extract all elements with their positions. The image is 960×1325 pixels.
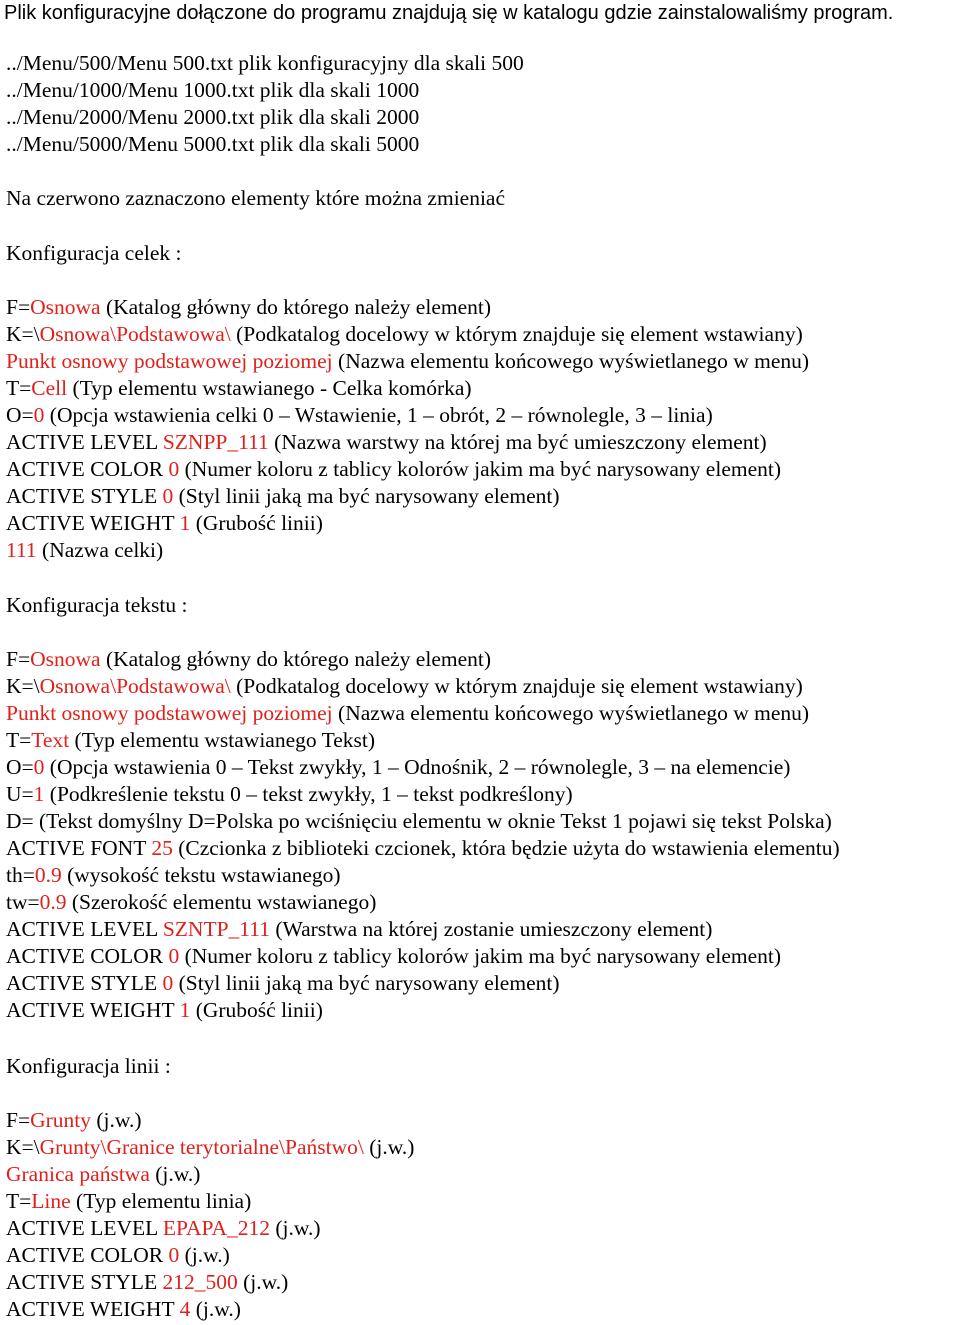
static-text: ../Menu/5000/Menu 5000.txt plik dla skali 5000 [6,132,420,156]
text-level [6,916,712,943]
line-f [6,1107,142,1134]
static-text: D= (Tekst domyślny D=Polska po wciśnięciu elementu w oknie Tekst 1 pojawi się tekst Polska) [6,809,832,833]
static-text: (Podkatalog docelowy w którym znajduje się element wstawiany) [230,322,803,346]
static-text: K=\ [6,322,40,346]
static-text: ../Menu/1000/Menu 1000.txt plik dla skali 1000 [6,78,420,102]
editable-value: SZNTP_111 [162,917,270,941]
static-text: (Numer koloru z tablicy kolorów jakim ma być narysowany element) [179,457,782,481]
menu-file-5000 [6,131,419,158]
editable-value: Grunty [30,1108,92,1132]
legend-note [6,185,505,212]
static-text: (Styl linii jaką ma być narysowany element) [173,484,560,508]
static-text: Konfiguracja linii : [6,1054,171,1078]
line-name [6,1161,200,1188]
static-text: ACTIVE COLOR [6,944,169,968]
static-text: (Typ elementu linia) [70,1189,252,1213]
line-weight [6,1296,241,1323]
static-text: Plik konfiguracyjne dołączone do programu znajdują się w katalogu gdzie zainstalowaliśmy program. [4,2,894,24]
static-text: K=\ [6,1135,40,1159]
static-text: F= [6,1108,31,1132]
editable-value: SZNPP_111 [162,430,269,454]
cell-f [6,294,491,321]
static-text: (Typ elementu wstawianego - Celka komórka) [67,376,472,400]
editable-value: 0 [162,484,174,508]
menu-file-2000 [6,104,419,131]
static-text: ACTIVE STYLE [6,1270,163,1294]
static-text: ../Menu/2000/Menu 2000.txt plik dla skali 2000 [6,105,420,129]
line-t [6,1188,251,1215]
static-text: (j.w.) [190,1297,241,1321]
cell-weight [6,510,323,537]
editable-value: 0.9 [34,863,62,887]
static-text: O= [6,403,34,427]
static-text: F= [6,647,31,671]
editable-value: Cell [31,376,68,400]
editable-value: Granica państwa [6,1162,150,1186]
static-text: ACTIVE COLOR [6,457,169,481]
cell-id [6,537,163,564]
editable-value: 1 [179,511,191,535]
intro-line [4,0,893,27]
static-text: F= [6,295,31,319]
editable-value: Grunty\Granice terytorialne\Państwo\ [39,1135,364,1159]
static-text: T= [6,1189,32,1213]
static-text: ACTIVE WEIGHT [6,1297,180,1321]
static-text: ACTIVE COLOR [6,1243,169,1267]
static-text: T= [6,376,32,400]
static-text: (j.w.) [270,1216,321,1240]
editable-value: 0 [168,944,180,968]
static-text: (Styl linii jaką ma być narysowany element) [173,971,560,995]
static-text: (Typ elementu wstawianego Tekst) [69,728,376,752]
editable-value: 0.9 [39,890,67,914]
static-text: ACTIVE FONT [6,836,152,860]
editable-value: 1 [179,998,191,1022]
text-color [6,943,781,970]
static-text: (Grubość linii) [190,998,323,1022]
editable-value: Line [31,1189,71,1213]
static-text: (Nazwa elementu końcowego wyświetlanego w menu) [332,701,810,725]
text-t [6,727,375,754]
static-text: O= [6,755,34,779]
text-u [6,781,573,808]
static-text: (Grubość linii) [190,511,323,535]
text-weight [6,997,323,1024]
static-text: ACTIVE STYLE [6,484,163,508]
text-style [6,970,560,997]
cell-k [6,321,803,348]
text-font [6,835,840,862]
static-text: (Opcja wstawienia 0 – Tekst zwykły, 1 – Odnośnik, 2 – równolegle, 3 – na elemencie) [44,755,791,779]
static-text: Konfiguracja tekstu : [6,593,188,617]
editable-value: 0 [33,755,45,779]
text-name [6,700,809,727]
static-text: (Opcja wstawienia celki 0 – Wstawienie, 1 – obrót, 2 – równolegle, 3 – linia) [44,403,713,427]
static-text: (j.w.) [149,1162,201,1186]
line-color [6,1242,230,1269]
static-text: Na czerwono zaznaczono elementy które można zmieniać [6,186,506,210]
editable-value: 4 [179,1297,191,1321]
editable-value: Osnowa [30,295,101,319]
section-heading-text [6,592,188,619]
line-k [6,1134,414,1161]
text-d [6,808,832,835]
menu-file-500 [6,50,524,77]
static-text: (Numer koloru z tablicy kolorów jakim ma być narysowany element) [179,944,782,968]
editable-value: 212_500 [162,1270,238,1294]
editable-value: Osnowa\Podstawowa\ [39,322,231,346]
cell-style [6,483,560,510]
static-text: ACTIVE WEIGHT [6,511,180,535]
static-text: (j.w.) [179,1243,230,1267]
editable-value: 25 [151,836,173,860]
menu-file-1000 [6,77,419,104]
static-text: (j.w.) [237,1270,289,1294]
static-text: (Podkreślenie tekstu 0 – tekst zwykły, 1 – tekst podkreślony) [44,782,573,806]
static-text: ACTIVE STYLE [6,971,163,995]
text-k [6,673,803,700]
static-text: (Nazwa warstwy na której ma być umieszczony element) [268,430,767,454]
editable-value: 0 [162,971,174,995]
static-text: (Nazwa celki) [36,538,164,562]
cell-color [6,456,781,483]
static-text: (Podkatalog docelowy w którym znajduje się element wstawiany) [230,674,803,698]
editable-value: Punkt osnowy podstawowej poziomej [6,349,333,373]
static-text: K=\ [6,674,40,698]
section-heading-lines [6,1053,171,1080]
static-text: (j.w.) [363,1135,415,1159]
editable-value: 0 [33,403,45,427]
static-text: tw= [6,890,40,914]
cell-level [6,429,767,456]
text-tw [6,889,376,916]
text-f [6,646,491,673]
editable-value: Osnowa\Podstawowa\ [39,674,231,698]
static-text: (Nazwa elementu końcowego wyświetlanego w menu) [332,349,810,373]
line-level [6,1215,321,1242]
editable-value: 111 [6,538,37,562]
editable-value: EPAPA_212 [162,1216,270,1240]
text-th [6,862,341,889]
static-text: ACTIVE WEIGHT [6,998,180,1022]
editable-value: Osnowa [30,647,101,671]
static-text: T= [6,728,32,752]
cell-name [6,348,809,375]
static-text: (Katalog główny do którego należy element) [100,295,492,319]
text-o [6,754,790,781]
section-heading-cells [6,240,182,267]
static-text: ../Menu/500/Menu 500.txt plik konfiguracyjny dla skali 500 [6,51,524,75]
editable-value: Text [31,728,70,752]
static-text: (Katalog główny do którego należy element) [100,647,492,671]
editable-value: 0 [168,1243,180,1267]
line-style [6,1269,288,1296]
static-text: U= [6,782,34,806]
static-text: ACTIVE LEVEL [6,1216,163,1240]
static-text: ACTIVE LEVEL [6,430,163,454]
static-text: th= [6,863,35,887]
static-text: ACTIVE LEVEL [6,917,163,941]
static-text: (j.w.) [91,1108,142,1132]
editable-value: Punkt osnowy podstawowej poziomej [6,701,333,725]
static-text: Konfiguracja celek : [6,241,182,265]
cell-o [6,402,713,429]
cell-t [6,375,472,402]
static-text: (Szerokość elementu wstawianego) [66,890,377,914]
static-text: (Warstwa na której zostanie umieszczony element) [269,917,713,941]
static-text: (wysokość tekstu wstawianego) [61,863,341,887]
editable-value: 0 [168,457,180,481]
static-text: (Czcionka z biblioteki czcionek, która będzie użyta do wstawienia elementu) [172,836,840,860]
editable-value: 1 [33,782,45,806]
